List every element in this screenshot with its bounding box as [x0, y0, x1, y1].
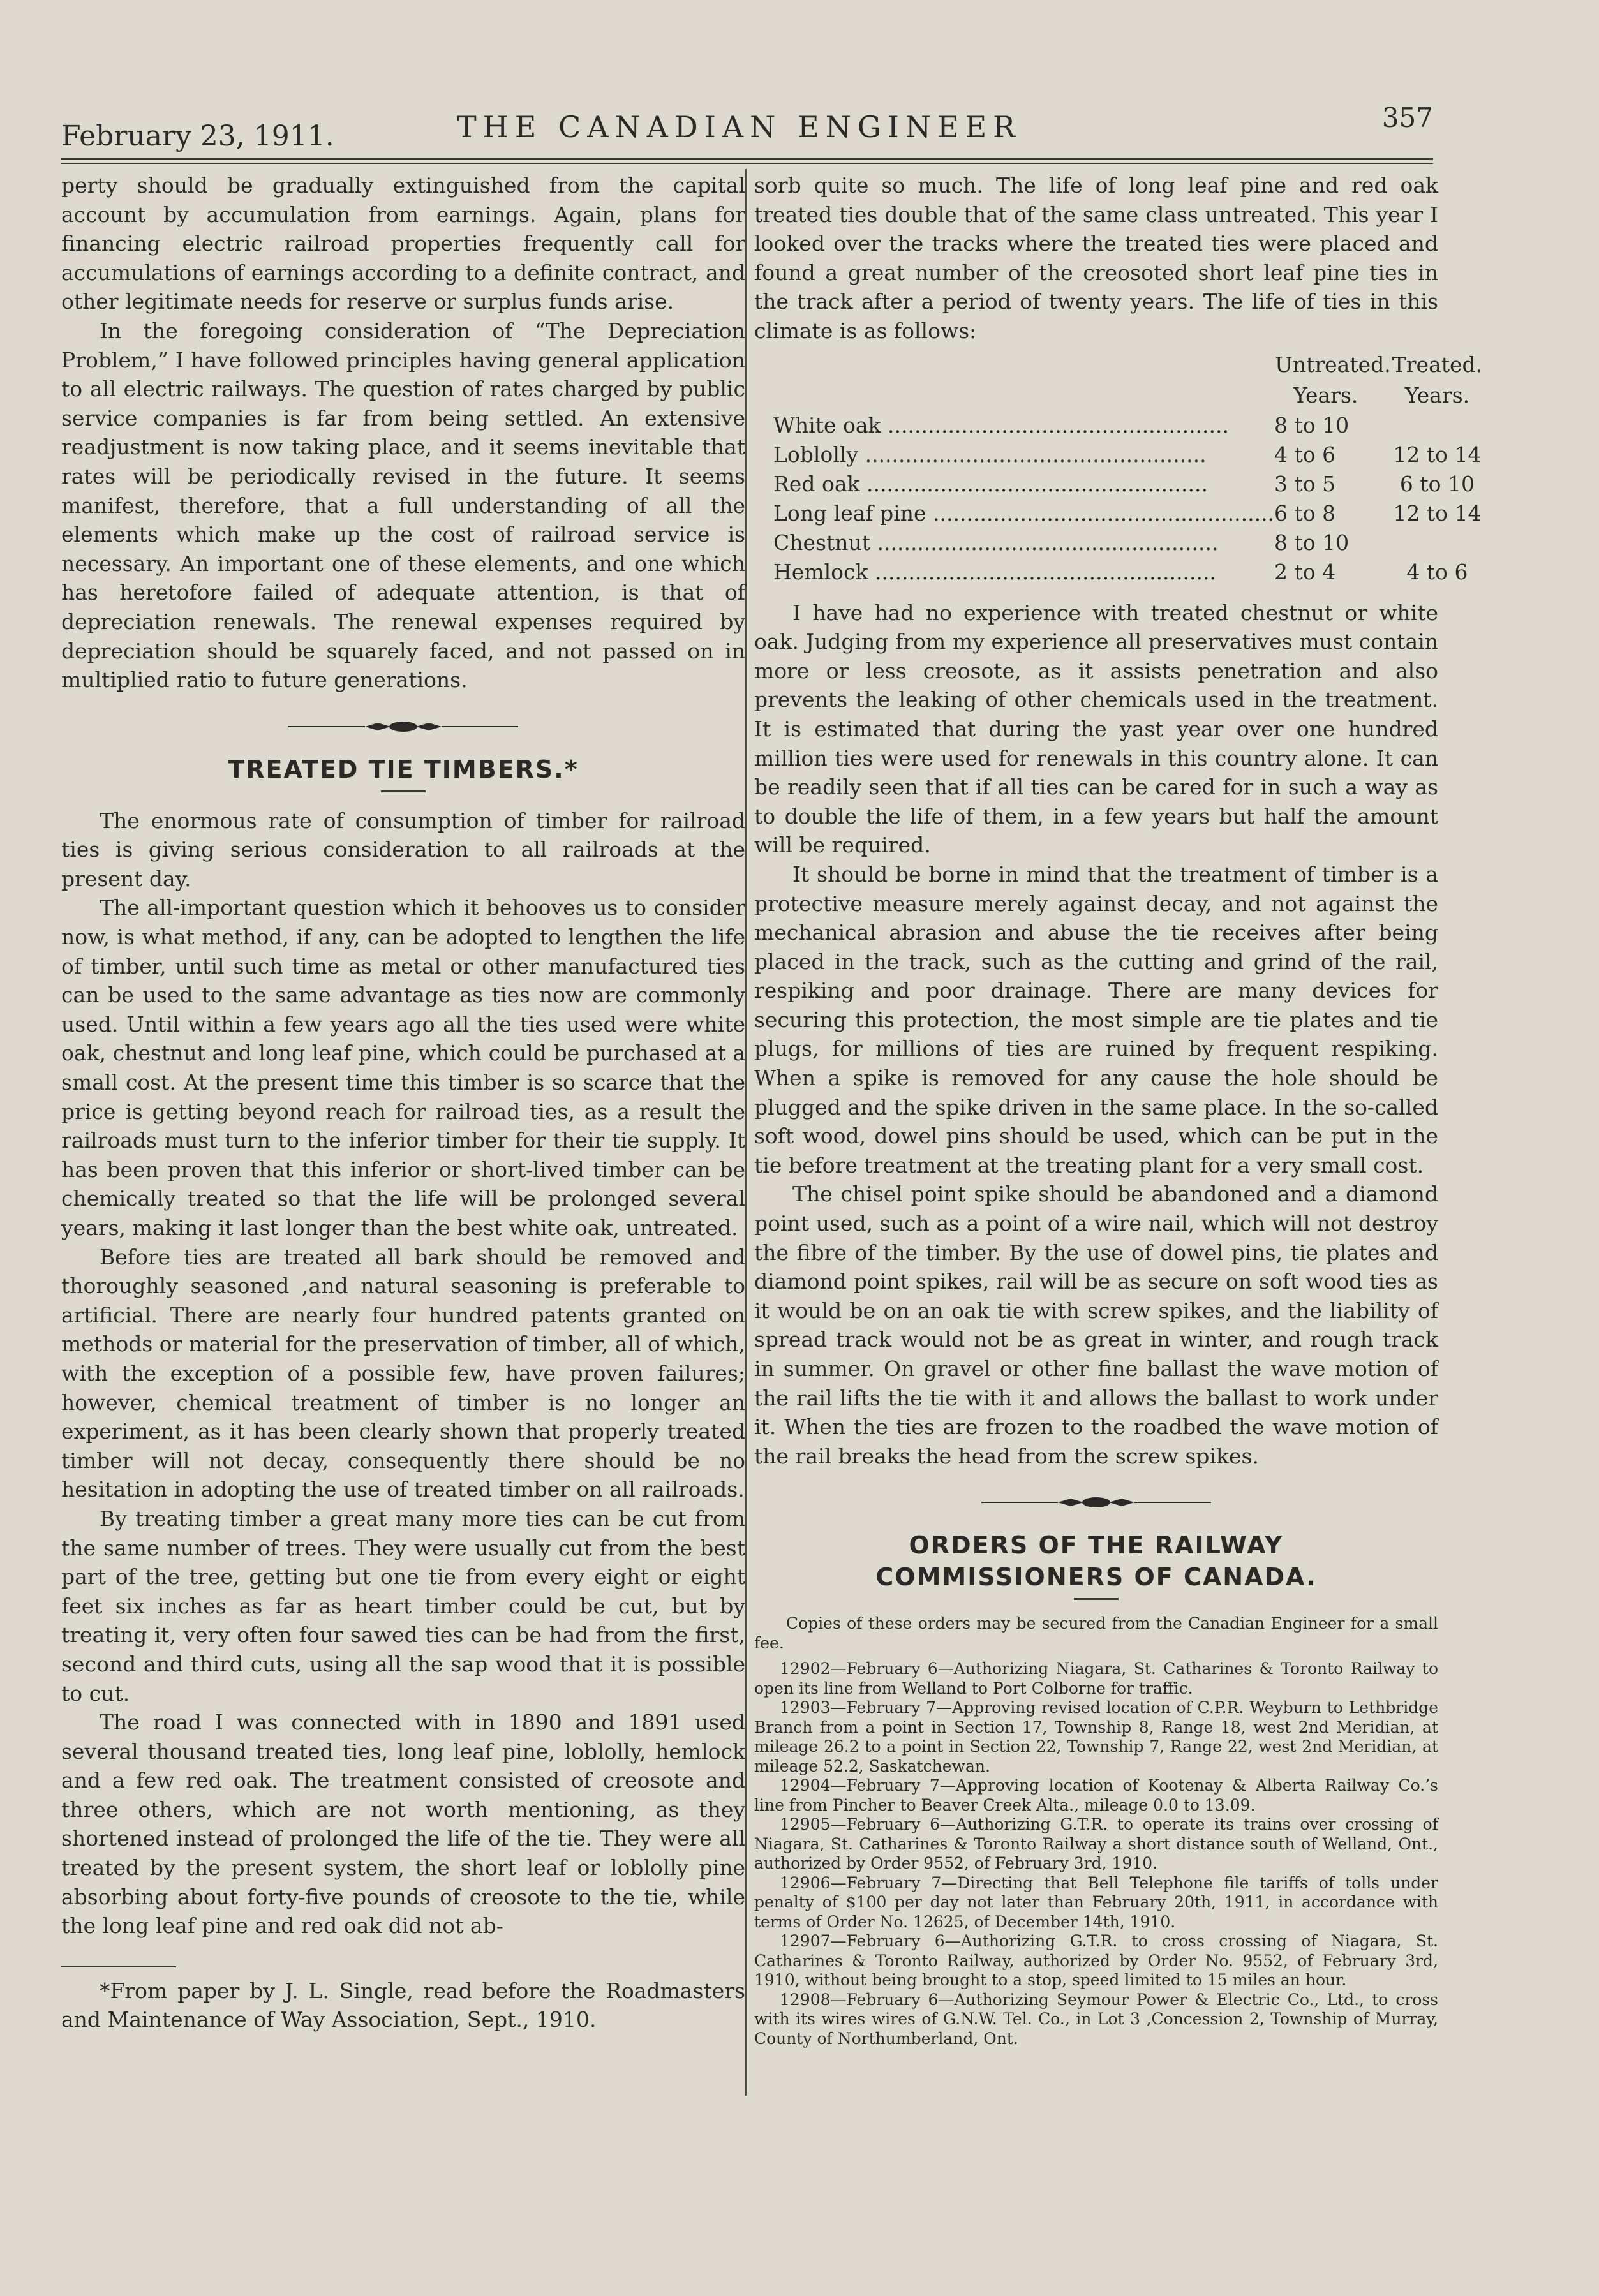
untreated-years: 8 to 10 — [1274, 530, 1350, 555]
left-column — [61, 171, 745, 2034]
tie-life-table — [773, 350, 1483, 587]
wood-name: Chestnut ................................................... — [773, 530, 1219, 555]
wood-name: Red oak ................................................... — [773, 471, 1208, 496]
treated-years: 12 to 14 — [1393, 441, 1482, 467]
body-paragraph: The all-important question which it behooves us to consider now, is what method, if any, can be adopted to lengthen the life of timber, until such time as metal or other manufactured ties can be used to the same advantage as ties now are commonly used. Until within a few years ago all the ties used were white oak, chestnut and long leaf pine, which could be purchased at a small cost. At the present time this timber is so scarce that the price is getting beyond reach for railroad ties, as a result the railroads must turn to the inferior timber for their tie supply. It has been proven that this inferior or short-lived timber can be chemically treated so that the life will be prolonged several years, making it last longer than the best white oak, untreated. — [61, 895, 745, 1240]
table-header-row — [773, 350, 1483, 380]
table-row — [773, 411, 1483, 440]
orders-intro: Copies of these orders may be secured from the Canadian Engineer for a small fee. — [754, 1614, 1438, 1652]
treated-years: 12 to 14 — [1393, 500, 1482, 526]
header-rule-thin — [61, 163, 1433, 164]
wood-name: Long leaf pine ................................................... — [773, 500, 1275, 526]
table-subheader-row — [773, 380, 1483, 411]
orders-title: ORDERS OF THE RAILWAY COMMISSIONERS OF CANADA. — [875, 1531, 1317, 1592]
body-paragraph: sorb quite so much. The life of long leaf pine and red oak treated ties double that of the same class untreated. This year I looked over the tracks where the treated ties were placed and found a great number of the creosoted short leaf pine ties in the track after a period of twenty years. The life of ties in this climate is as follows: — [754, 173, 1438, 343]
body-paragraph: perty should be gradually extinguished from the capital account by accumulation from earnings. Again, plans for financing electric railroad properties frequently call for accumulations of earnings according to a definite contract, and other legitimate needs for reserve or surplus funds arise. — [61, 173, 745, 315]
treated-years: 4 to 6 — [1406, 559, 1468, 584]
untreated-years: 6 to 8 — [1274, 500, 1336, 526]
body-paragraph: The road I was connected with in 1890 and 1891 used several thousand treated ties, long leaf pine, loblolly, hemlock and a few red oak. The treatment consisted of creosote and three others, which are not worth mentioning, as they shortened instead of prolonged the life of the tie. They were all treated by the present system, the short leaf or loblolly pine absorbing about forty-five pounds of creosote to the tie, while the long leaf pine and red oak did not ab- — [61, 1710, 745, 1939]
order-item: 12903—February 7—Approving revised location of C.P.R. Weyburn to Lethbridge Branch from a point in Section 17, Township 8, Range 18, west 2nd Meridian, at mileage 26.2 to a point in Section 22, Township 7, Range 22, west 2nd Meridian, at mileage 52.2, Saskatchewan. — [754, 1698, 1438, 1775]
title-rule — [1074, 1598, 1119, 1600]
table-row — [773, 528, 1483, 558]
journal-title: THE CANADIAN ENGINEER — [457, 110, 1022, 144]
article-title: TREATED TIE TIMBERS.* — [228, 755, 579, 783]
wood-name: Loblolly ................................................... — [773, 441, 1207, 467]
column-header-untreated: Untreated. — [1275, 352, 1391, 377]
wood-name: White oak ................................................... — [773, 412, 1230, 438]
treated-years — [1392, 528, 1483, 558]
table-row — [773, 499, 1483, 528]
order-item: 12904—February 7—Approving location of Kootenay & Alberta Railway Co.’s line from Pincher to Beaver Creek Alta., mileage 0.0 to 13.09. — [754, 1776, 1438, 1814]
untreated-years: 4 to 6 — [1274, 441, 1336, 467]
order-item: 12908—February 6—Authorizing Seymour Power & Electric Co., Ltd., to cross with its wires wires of G.N.W. Tel. Co., in Lot 3 ,Concession 2, Township of Murray, County of Northumberland, Ont. — [754, 1990, 1438, 2048]
treated-years — [1392, 411, 1483, 440]
table-row — [773, 558, 1483, 587]
body-paragraph: The chisel point spike should be abandoned and a diamond point used, such as a point of a wire nail, which will not destroy the fibre of the timber. By the use of dowel pins, tie plates and diamond point spikes, rail will be as secure on soft wood ties as it would be on an oak tie with screw spikes, and the liability of spread track would not be as great in winter, and rough track in summer. On gravel or other fine ballast the wave motion of the rail lifts the tie with it and allows the ballast to work under it. When the ties are frozen to the roadbed the wave motion of the rail breaks the head from the screw spikes. — [754, 1181, 1438, 1469]
section-ornament — [288, 719, 518, 734]
body-paragraph: It should be borne in mind that the treatment of timber is a protective measure merely against decay, and not against the mechanical abrasion and abuse the tie receives after being placed in the track, such as the cutting and grind of the rail, respiking and poor drainage. There are many devices for securing this protection, the most simple are tie plates and tie plugs, for millions of ties are ruined by frequent respiking. When a spike is removed for any cause the hole should be plugged and the spike driven in the same place. In the so-called soft wood, dowel pins should be used, which can be put in the tie before treatment at the treating plant for a very small cost. — [754, 861, 1438, 1178]
footnote: *From paper by J. L. Single, read before the Roadmasters and Maintenance of Way Association, Sept., 1910. — [61, 1978, 745, 2033]
order-item: 12905—February 6—Authorizing G.T.R. to operate its trains over crossing of Niagara, St. Catharines & Toronto Railway a short distance south of Welland, Ont., authorized by Order 9552, of February 3rd, 1910. — [754, 1815, 1438, 1873]
footnote-rule — [61, 1966, 176, 1967]
issue-date: February 23, 1911. — [61, 120, 334, 152]
section-ornament — [981, 1495, 1211, 1510]
untreated-years: 3 to 5 — [1274, 471, 1336, 496]
order-item: 12902—February 6—Authorizing Niagara, St. Catharines & Toronto Railway to open its line from Welland to Port Colborne for traffic. — [754, 1659, 1438, 1698]
right-column — [754, 171, 1483, 2048]
table-row — [773, 440, 1483, 470]
page-header — [61, 102, 1433, 159]
page-number: 357 — [1381, 102, 1433, 133]
table-row — [773, 470, 1483, 499]
order-item: 12907—February 6—Authorizing G.T.R. to cross crossing of Niagara, St. Catharines & Toronto Railway, authorized by Order No. 9552, of February 3rd, 1910, without being brought to a stop, speed limited to 15 miles an hour. — [754, 1932, 1438, 1990]
wood-name: Hemlock ................................................... — [773, 559, 1216, 584]
body-paragraph: The enormous rate of consumption of timber for railroad ties is giving serious consideration to all railroads at the present day. — [61, 808, 745, 891]
column-unit-untreated: Years. — [1293, 382, 1358, 408]
body-paragraph: Before ties are treated all bark should be removed and thoroughly seasoned ,and natural seasoning is preferable to artificial. There are nearly four hundred patents granted on methods or material for the preservation of timber, all of which, with the exception of a possible few, have proven failures; however, chemical treatment of timber is no longer an experiment, as it has been clearly shown that properly treated timber will not decay, consequently there should be no hesitation in adopting the use of treated timber on all railroads. — [61, 1244, 745, 1502]
treated-years: 6 to 10 — [1399, 471, 1475, 496]
title-rule — [381, 790, 426, 792]
column-unit-treated: Years. — [1404, 382, 1470, 408]
body-paragraph: I have had no experience with treated chestnut or white oak. Judging from my experience all preservatives must contain more or less creosote, as it assists penetration and also prevents the leaking of other chemicals used in the treatment. It is estimated that during the yast year over one hundred million ties were used for renewals in this country alone. It can be readily seen that if all ties can be cared for in such a way as to double the life of them, in a few years but half the amount will be required. — [754, 600, 1438, 858]
column-divider — [745, 169, 747, 2096]
order-item: 12906—February 7—Directing that Bell Telephone file tariffs of tolls under penalty of $100 per day not later than February 20th, 1911, in accordance with terms of Order No. 12625, of December 14th, 1910. — [754, 1873, 1438, 1931]
header-rule — [61, 158, 1433, 160]
body-paragraph: In the foregoing consideration of “The Depreciation Problem,” I have followed principles having general application to all electric railways. The question of rates charged by public service companies is far from being settled. An extensive readjustment is now taking place, and it seems inevitable that rates will be periodically revised in the future. It seems manifest, therefore, that a full understanding of all the elements which make up the cost of railroad service is necessary. An important one of these elements, and one which has heretofore failed of adequate attention, is that of depreciation renewals. The renewal expenses required by depreciation should be squarely faced, and not passed on in multiplied ratio to future generations. — [61, 318, 745, 693]
orders-list — [754, 1614, 1438, 2048]
body-paragraph: By treating timber a great many more ties can be cut from the same number of trees. They were usually cut from the best part of the tree, getting but one tie from every eight or eight feet six inches as far as heart timber could be cut, but by treating it, very often four sawed ties can be had from the first, second and third cuts, using all the sap wood that it is possible to cut. — [61, 1506, 745, 1706]
column-header-treated: Treated. — [1392, 352, 1483, 377]
untreated-years: 2 to 4 — [1274, 559, 1336, 584]
untreated-years: 8 to 10 — [1274, 412, 1350, 438]
